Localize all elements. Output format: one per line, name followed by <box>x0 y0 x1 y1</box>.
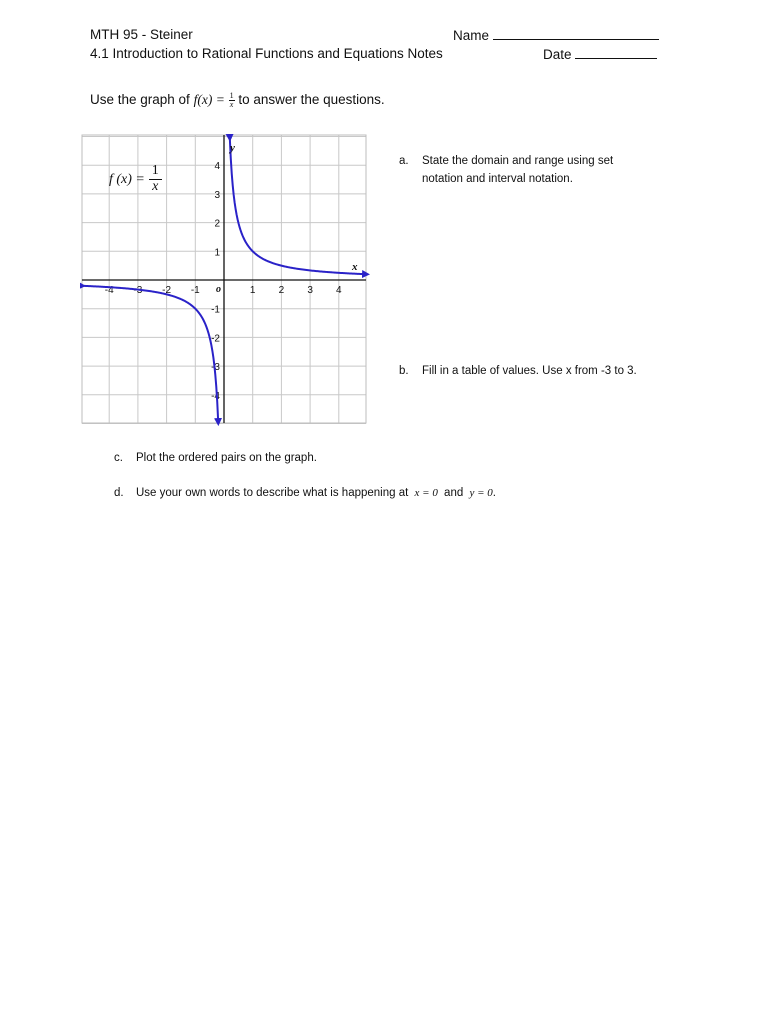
question-d-x-eq: x = 0 <box>414 487 438 499</box>
notes-title: 4.1 Introduction to Rational Functions and Equations Notes <box>90 46 443 61</box>
y-axis-label: y <box>230 142 235 154</box>
y-tick-label: -4 <box>211 390 220 402</box>
curve-negative-branch <box>82 286 218 422</box>
graph-function-num: 1 <box>149 164 162 180</box>
y-tick-label: -3 <box>211 362 220 374</box>
question-d-and: and <box>444 487 464 499</box>
name-field[interactable] <box>453 27 659 43</box>
y-tick-label: -2 <box>211 333 220 345</box>
question-c-text: Plot the ordered pairs on the graph. <box>136 452 317 464</box>
graph-function-den: x <box>152 178 159 194</box>
instruction-fraction-den: x <box>229 100 234 109</box>
question-d-text: Use your own words to describe what is happening at <box>136 487 409 499</box>
name-label: Name <box>453 28 490 43</box>
question-b-letter: b. <box>399 365 409 377</box>
x-tick-label: 2 <box>278 285 285 296</box>
x-tick-label: 4 <box>336 285 342 296</box>
x-tick-label: -4 <box>104 285 114 296</box>
question-d-y-eq: y = 0 <box>469 487 493 499</box>
x-tick-label: 1 <box>249 285 256 296</box>
date-field[interactable] <box>543 46 657 62</box>
x-tick-label: -3 <box>133 285 143 296</box>
instruction-prefix: Use the graph of <box>90 92 190 108</box>
question-d-line <box>136 487 496 499</box>
question-d-letter: d. <box>114 487 124 499</box>
question-b-text: Fill in a table of values. Use x from -3 to 3. <box>422 365 637 377</box>
date-label: Date <box>543 47 572 62</box>
instruction-func: f(x) = <box>193 92 225 108</box>
instruction-fraction <box>229 92 235 109</box>
question-a-letter: a. <box>399 155 409 167</box>
y-tick-label: -1 <box>211 304 220 316</box>
name-blank[interactable] <box>493 27 659 40</box>
origin-label: o <box>216 284 221 295</box>
x-tick-label: -2 <box>162 285 172 296</box>
y-tick-label: 3 <box>214 189 220 201</box>
graph-function-label <box>109 164 162 194</box>
question-d-period: . <box>492 487 496 499</box>
question-a-line2: notation and interval notation. <box>422 173 573 185</box>
curve-positive-branch <box>230 138 366 274</box>
y-tick-label: 4 <box>214 161 220 173</box>
date-blank[interactable] <box>575 46 657 59</box>
graph-function-fraction <box>149 164 162 194</box>
y-tick-label: 2 <box>214 218 220 230</box>
instruction-fraction-num: 1 <box>229 91 234 100</box>
x-tick-label: -1 <box>190 285 200 296</box>
course-label: MTH 95 - Steiner <box>90 27 193 42</box>
y-tick-label: 1 <box>214 247 220 259</box>
graph-function-name: f (x) = <box>109 171 145 187</box>
question-a-line1: State the domain and range using set <box>422 155 614 167</box>
x-tick-label: 3 <box>307 285 313 296</box>
instruction-suffix: to answer the questions. <box>238 92 385 108</box>
question-c-letter: c. <box>114 452 123 464</box>
instruction-line <box>90 92 385 109</box>
x-axis-label: x <box>352 261 358 273</box>
